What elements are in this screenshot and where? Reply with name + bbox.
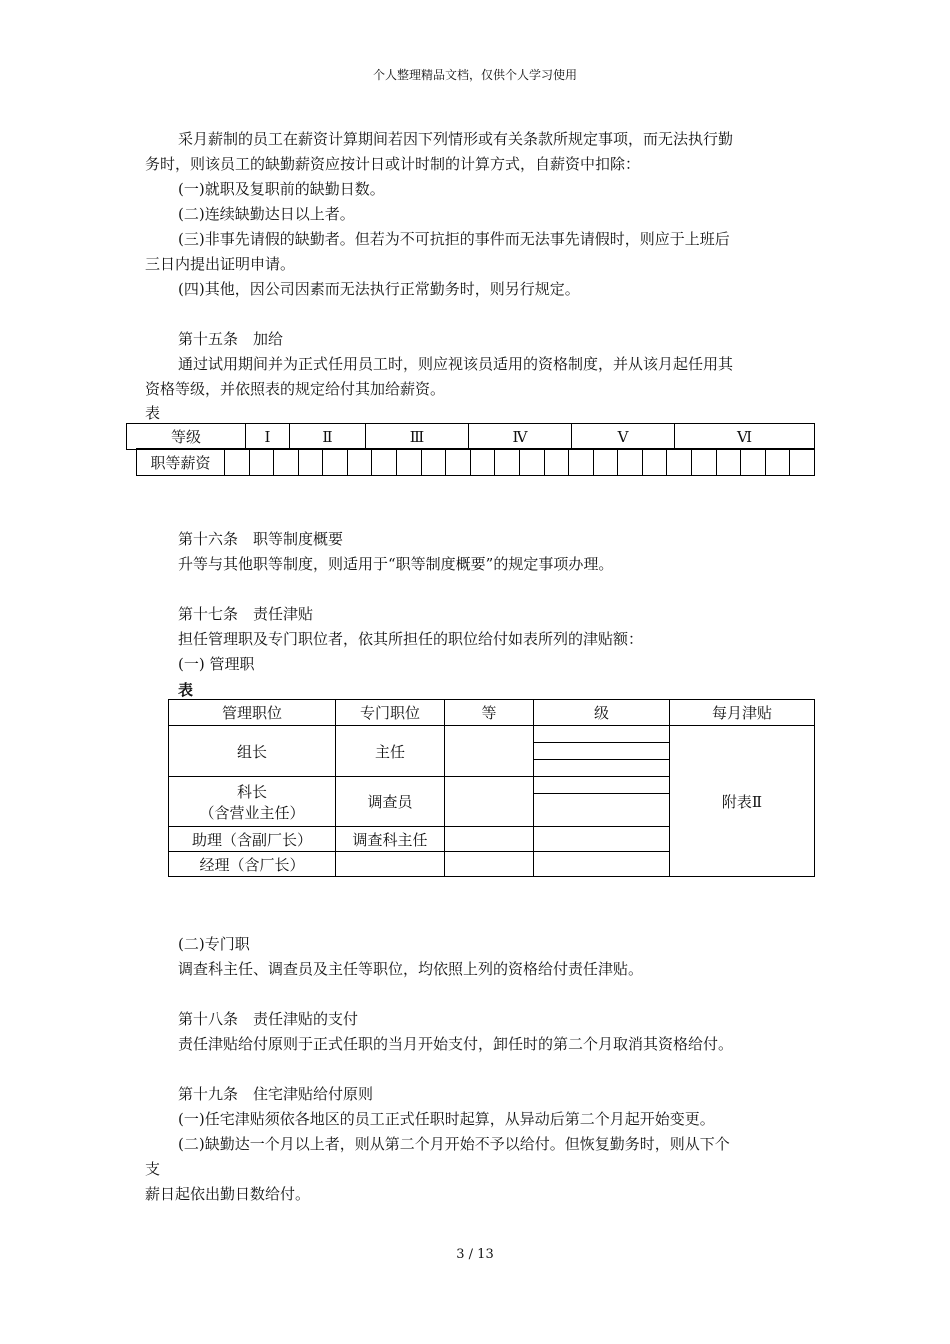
grade-cell [445, 827, 534, 852]
article-15-title: 第十五条 加给 [178, 330, 284, 348]
grade-salary-cell [593, 449, 618, 476]
grade-table-header-row [126, 423, 815, 450]
grade-salary-cell [397, 449, 422, 476]
level-cell [534, 852, 670, 877]
intro-line-2: 务时，则该员工的缺勤薪资应按计日或计时制的计算方式，自薪资中扣除： [145, 155, 641, 173]
grade-salary-cell [519, 449, 544, 476]
intro-item-3b: 三日内提出证明申请。 [145, 255, 296, 273]
grade-salary-cell [274, 449, 299, 476]
grade-label-cell: 等级 [127, 424, 246, 450]
mgmt-cell-team-leader: 组长 [169, 726, 336, 777]
article-15-line-1: 通过试用期间并为正式任用员工时，则应视该员适用的资格制度，并从该月起任用其 [178, 355, 734, 373]
article-19-item-2c: 薪日起依出勤日数给付。 [145, 1185, 311, 1203]
mgmt-section-chief-line-2: （含营业主任） [199, 803, 305, 822]
grade-salary-cell [249, 449, 274, 476]
article-17-title: 第十七条 责任津贴 [178, 605, 314, 623]
mgmt-cell-section-chief [169, 777, 336, 827]
intro-item-4: (四)其他，因公司因素而无法执行正常勤务时，则另行规定。 [178, 280, 580, 298]
grade-salary-cell [691, 449, 716, 476]
grade-salary-cell [667, 449, 692, 476]
header-level: 级 [534, 700, 670, 726]
grade-2-cell: Ⅱ [290, 424, 366, 450]
grade-salary-cell [470, 449, 495, 476]
grade-salary-cell [495, 449, 520, 476]
intro-item-3a: (三)非事先请假的缺勤者。但若为不可抗拒的事件而无法事先请假时，则应于上班后 [178, 230, 730, 248]
page-header: 个人整理精品文档，仅供个人学习使用 [372, 68, 577, 82]
grade-salary-cell [790, 449, 815, 476]
monthly-allowance-cell: 附表Ⅱ [670, 726, 815, 877]
mgmt-cell-assistant: 助理（含副厂长） [169, 827, 336, 852]
level-cell [534, 760, 670, 777]
spec-cell-investigation-chief: 调查科主任 [336, 827, 445, 852]
spec-cell-investigator: 调查员 [336, 777, 445, 827]
grade-salary-cell [446, 449, 471, 476]
header-management-position: 管理职位 [169, 700, 336, 726]
grade-salary-cell [421, 449, 446, 476]
article-15-table-label: 表 [145, 404, 161, 422]
grade-salary-cell [642, 449, 667, 476]
level-cell [534, 827, 670, 852]
grade-salary-cell [741, 449, 766, 476]
level-cell [534, 794, 670, 827]
header-monthly-allowance: 每月津贴 [670, 700, 815, 726]
spec-cell-empty [336, 852, 445, 877]
intro-item-1: (一)就职及复职前的缺勤日数。 [178, 180, 385, 198]
grade-salary-label-cell: 职等薪资 [137, 449, 225, 476]
grade-table-salary-row [136, 448, 815, 476]
grade-salary-cell [323, 449, 348, 476]
grade-1-cell: Ⅰ [246, 424, 290, 450]
article-17-line-1: 担任管理职及专门职位者，依其所担任的职位给付如表所列的津贴额： [178, 630, 644, 648]
sub-2-title: (二)专门职 [178, 935, 250, 953]
article-16-line-1: 升等与其他职等制度，则适用于“职等制度概要”的规定事项办理。 [178, 555, 614, 573]
grade-salary-cell [618, 449, 643, 476]
sub-2-line-1: 调查科主任、调查员及主任等职位，均依照上列的资格给付责任津贴。 [178, 960, 644, 978]
article-16-title: 第十六条 职等制度概要 [178, 530, 344, 548]
header-grade: 等 [445, 700, 534, 726]
level-cell [534, 777, 670, 794]
article-17-sub-1: (一) 管理职 [178, 655, 255, 673]
grade-4-cell: Ⅳ [469, 424, 572, 450]
grade-salary-cell [544, 449, 569, 476]
mgmt-cell-manager: 经理（含厂长） [169, 852, 336, 877]
level-cell [534, 743, 670, 760]
intro-line-1: 采月薪制的员工在薪资计算期间若因下列情形或有关条款所规定事项，而无法执行勤 [178, 130, 734, 148]
grade-salary-cell [298, 449, 323, 476]
article-19-item-2a: (二)缺勤达一个月以上者，则从第二个月开始不予以给付。但恢复勤务时，则从下个 [178, 1135, 730, 1153]
level-cell [534, 726, 670, 743]
grade-cell [445, 726, 534, 777]
grade-cell [445, 852, 534, 877]
article-19-title: 第十九条 住宅津贴给付原则 [178, 1085, 374, 1103]
article-15-line-2: 资格等级，并依照表的规定给付其加给薪资。 [145, 380, 446, 398]
grade-salary-cell [372, 449, 397, 476]
mgmt-section-chief-line-1: 科长 [236, 782, 267, 801]
article-19-item-1: (一)任宅津贴须依各地区的员工正式任职时起算，从异动后第二个月起开始变更。 [178, 1110, 715, 1128]
grade-salary-cell [569, 449, 594, 476]
grade-3-cell: Ⅲ [366, 424, 469, 450]
grade-salary-cell [716, 449, 741, 476]
page-number: 3 / 13 [456, 1247, 494, 1262]
grade-5-cell: Ⅴ [572, 424, 675, 450]
intro-item-2: (二)连续缺勤达日以上者。 [178, 205, 355, 223]
spec-cell-director: 主任 [336, 726, 445, 777]
grade-salary-cell [347, 449, 372, 476]
grade-6-cell: Ⅵ [675, 424, 815, 450]
grade-cell [445, 777, 534, 827]
allowance-table [168, 699, 815, 877]
article-18-title: 第十八条 责任津贴的支付 [178, 1010, 359, 1028]
grade-salary-cell [765, 449, 790, 476]
article-17-table-label: 表 [178, 681, 194, 699]
grade-salary-cell [225, 449, 250, 476]
article-19-item-2b: 支 [145, 1160, 161, 1178]
header-specialist-position: 专门职位 [336, 700, 445, 726]
article-18-line-1: 责任津贴给付原则于正式任职的当月开始支付，卸任时的第二个月取消其资格给付。 [178, 1035, 734, 1053]
